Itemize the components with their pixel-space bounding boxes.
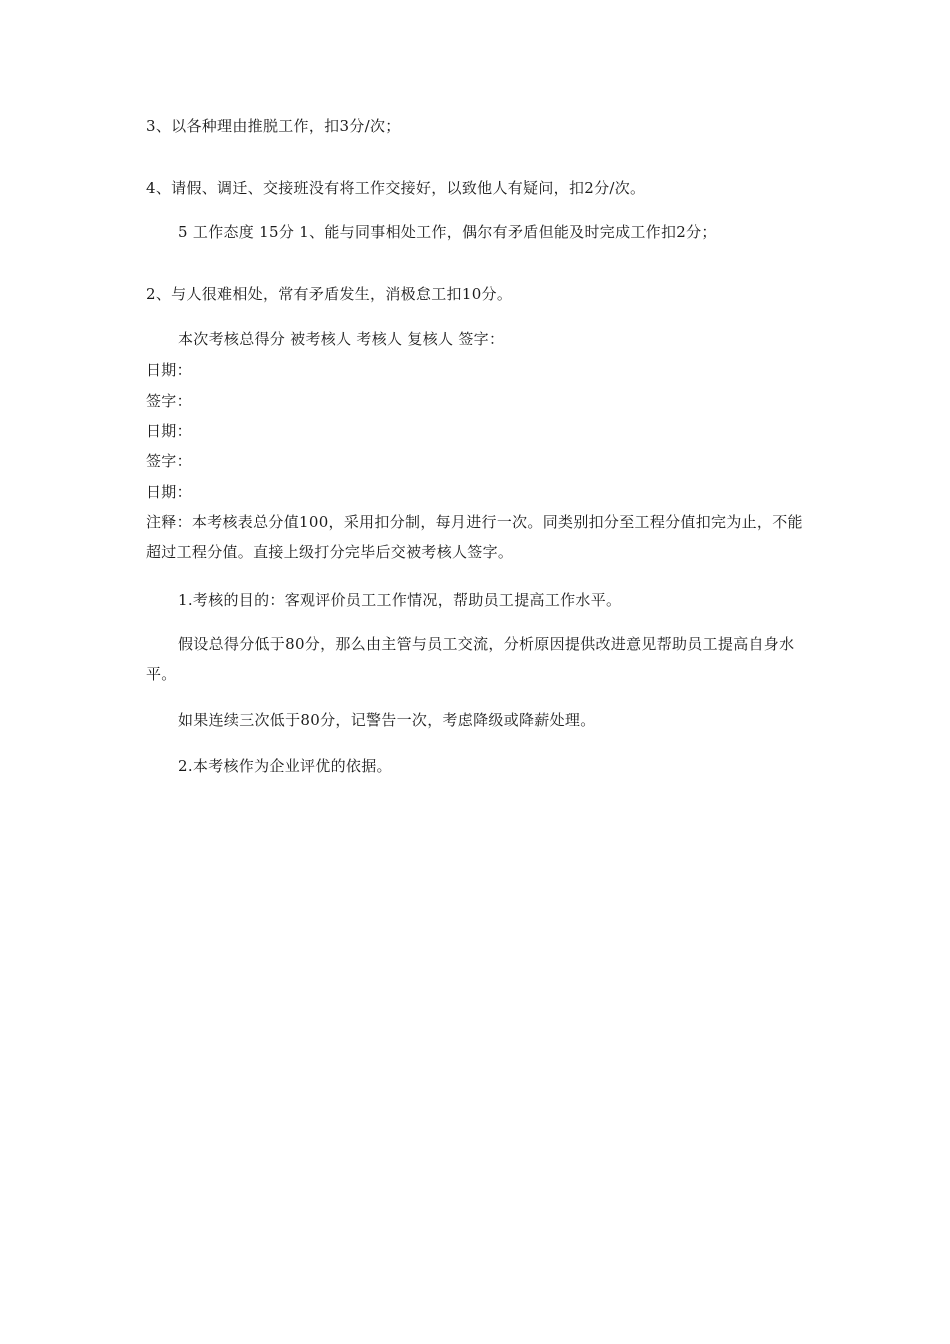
assessment-purpose: 1.考核的目的：客观评价员工工作情况，帮助员工提高工作水平。 <box>178 591 622 609</box>
paragraph-item-3: 3、以各种理由推脱工作，扣3分/次； <box>146 117 401 135</box>
signature-label-2: 签字： <box>146 452 192 470</box>
total-score-signature-line: 本次考核总得分 被考核人 考核人 复核人 签字： <box>178 330 505 348</box>
low-score-text: 假设总得分低于80分，那么由主管与员工交流，分析原因提供改进意见帮助员工提高自身水平。 <box>146 635 795 683</box>
paragraph-work-attitude: 5 工作态度 15分 1、能与同事相处工作，偶尔有矛盾但能及时完成工作扣2分； <box>178 223 717 241</box>
signature-label-1: 签字： <box>146 392 192 410</box>
low-score-paragraph <box>146 629 810 689</box>
date-label-3: 日期： <box>146 483 192 501</box>
paragraph-item-2: 2、与人很难相处，常有矛盾发生，消极怠工扣10分。 <box>146 285 513 303</box>
paragraph-item-4: 4、请假、调迁、交接班没有将工作交接好，以致他人有疑问，扣2分/次。 <box>146 179 646 197</box>
date-label-2: 日期： <box>146 422 192 440</box>
note-paragraph: 注释：本考核表总分值100，采用扣分制，每月进行一次。同类别扣分至工程分值扣完为止，不能超过工程分值。直接上级打分完毕后交被考核人签字。 <box>146 513 803 561</box>
warning-paragraph: 如果连续三次低于80分，记警告一次，考虑降级或降薪处理。 <box>178 711 596 729</box>
date-label-1: 日期： <box>146 361 192 379</box>
evaluation-basis: 2.本考核作为企业评优的依据。 <box>178 757 392 775</box>
